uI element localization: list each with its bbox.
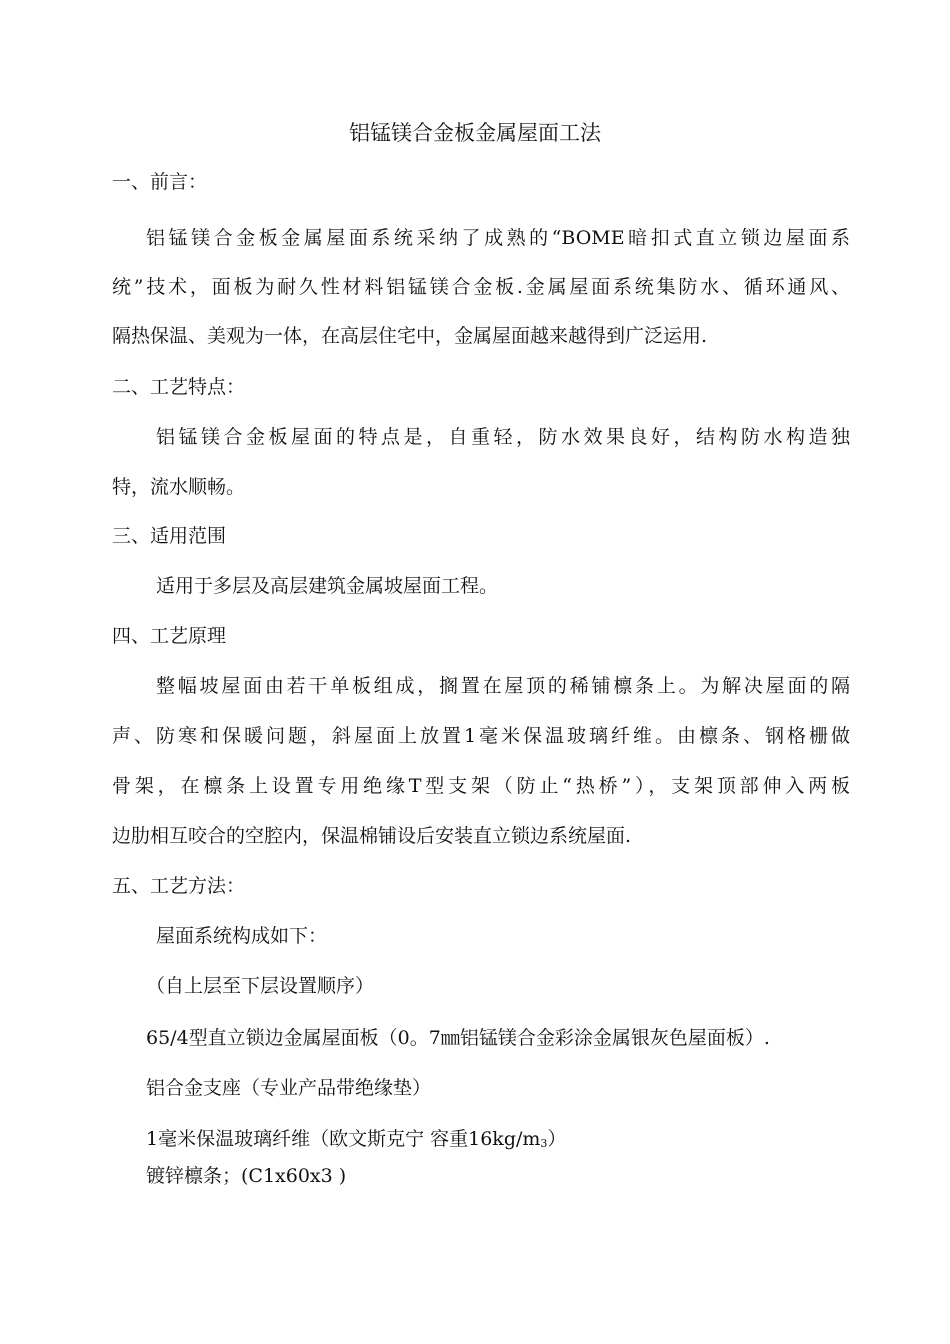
- paragraph-line: 铝锰镁合金板金属屋面系统采纳了成熟的“BOME暗扣式直立锁边屋面系: [146, 227, 850, 249]
- document-title: 铝锰镁合金板金属屋面工法: [349, 121, 601, 145]
- paragraph-line: 屋面系统构成如下：: [156, 925, 328, 947]
- section-heading-features: 二、工艺特点：: [112, 376, 246, 398]
- paragraph-line: 镀锌檩条；(C1x60x3 ): [146, 1165, 347, 1187]
- paragraph-line: （自上层至下层设置顺序）: [146, 975, 375, 997]
- paragraph-line: 65/4型直立锁边金属屋面板（0。7㎜铝锰镁合金彩涂金属银灰色屋面板）.: [146, 1027, 770, 1049]
- paragraph-line: 特，流水顺畅。: [112, 476, 246, 498]
- paragraph-line: 整幅坡屋面由若干单板组成，搁置在屋顶的稀铺檩条上。为解决屋面的隔: [156, 675, 850, 697]
- subscript-text: 3: [540, 1137, 548, 1150]
- paragraph-line: [146, 1125, 566, 1158]
- paragraph-line: 骨架，在檩条上设置专用绝缘T型支架（防止“热桥”），支架顶部伸入两板: [112, 775, 850, 797]
- line-text: ）: [547, 1128, 567, 1150]
- paragraph-line: 铝合金支座（专业产品带绝缘垫）: [146, 1077, 432, 1099]
- section-heading-principle: 四、工艺原理: [112, 625, 227, 647]
- paragraph-line: 隔热保温、美观为一体，在高层住宅中，金属屋面越来越得到广泛运用.: [112, 325, 708, 347]
- paragraph-line: 适用于多层及高层建筑金属坡屋面工程。: [156, 575, 499, 597]
- paragraph-line: 统”技术，面板为耐久性材料铝锰镁合金板.金属屋面系统集防水、循环通风、: [112, 276, 850, 298]
- section-heading-preface: 一、前言：: [112, 171, 208, 193]
- paragraph-line: 铝锰镁合金板屋面的特点是，自重轻，防水效果良好，结构防水构造独: [156, 426, 850, 448]
- line-text: 1毫米保温玻璃纤维（欧文斯克宁 容重16kg/m: [146, 1128, 541, 1150]
- section-heading-scope: 三、适用范围: [112, 525, 227, 547]
- section-heading-method: 五、工艺方法：: [112, 875, 246, 897]
- paragraph-line: 边肋相互咬合的空腔内，保温棉铺设后安装直立锁边系统屋面.: [112, 825, 632, 847]
- paragraph-line: 声、防寒和保暖问题，斜屋面上放置1毫米保温玻璃纤维。由檩条、钢格栅做: [112, 725, 850, 747]
